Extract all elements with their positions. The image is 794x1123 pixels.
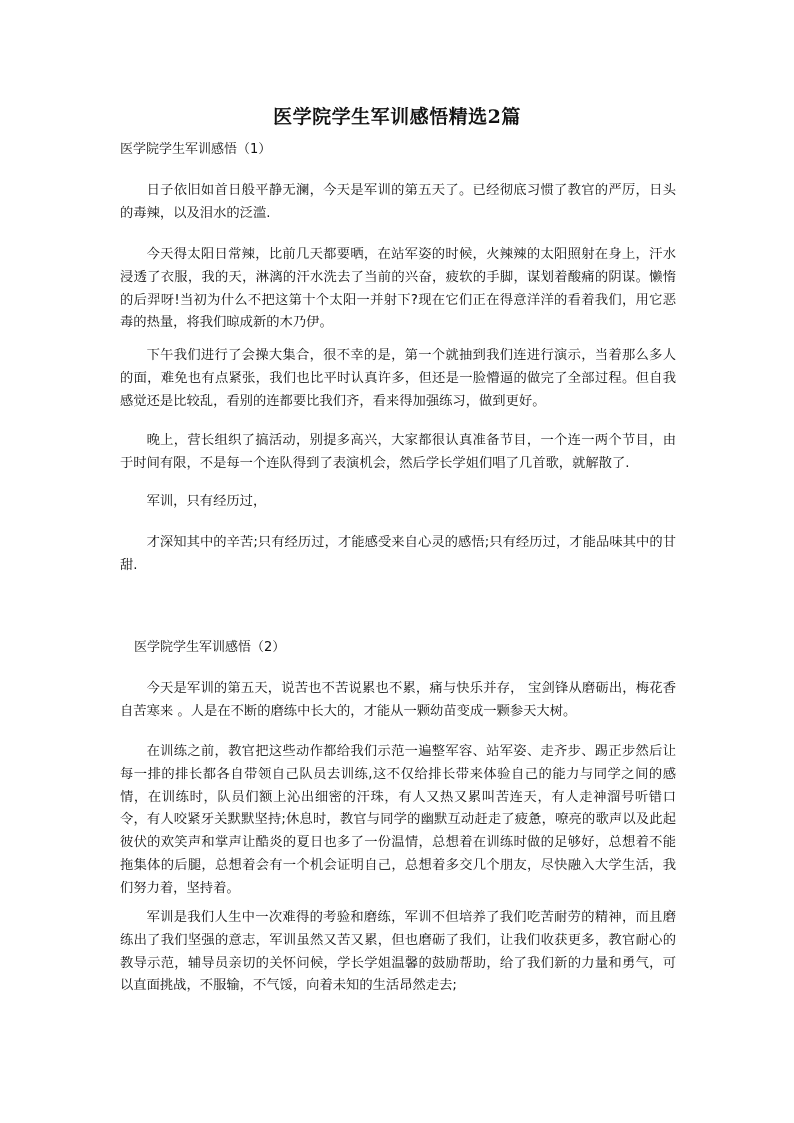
section-1-paragraph-5: 军训，只有经历过， — [146, 494, 267, 509]
section-1-paragraph-2: 今天得太阳日常辣，比前几天都要晒，在站军姿的时候，火辣辣的太阳照射在身上，汗水浸透了衣服，我的天，淋漓的汗水洗去了当前的兴奋，疲软的手脚，谋划着酸痛的阴谋。懒惰的后羿呀!当初为什么不把这第十个太阳一并射下?现在它们正在得意洋洋的看着我们，用它恶毒的热量，将我们晾成新的木乃伊。 — [120, 247, 676, 331]
section-1-paragraph-1: 日子依旧如首日般平静无澜，今天是军训的第五天了。已经彻底习惯了教官的严厉，日头的毒辣，以及泪水的泛滥. — [120, 183, 676, 221]
section-2-paragraph-2: 在训练之前，教官把这些动作都给我们示范一遍整军容、站军姿、走齐步、踢正步然后让每一排的排长都各自带领自己队员去训练,这不仅给排长带来体验自己的能力与同学之间的感情，在训练时，队员们额上沁出细密的汗珠，有人又热又累叫苦连天，有人走神溜号听错口令，有人咬紧牙关默默坚持;休息时，教官与同学的幽默互动赶走了疲惫，嘹亮的歌声以及此起彼伏的欢笑声和掌声让酷炎的夏日也多了一份温情，总想着在训练时做的足够好，总想着不能拖集体的后腿，总想着会有一个机会证明自己，总想着多交几个朋友，尽快融入大学生活，我们努力着，坚持着。 — [120, 744, 676, 896]
section-1-heading: 医学院学生军训感悟（1） — [120, 142, 272, 157]
section-1-paragraph-4: 晚上，营长组织了搞活动，别提多高兴，大家都很认真准备节目，一个连一两个节目，由于时间有限，不是每一个连队得到了表演机会，然后学长学姐们唱了几首歌，就解散了. — [120, 433, 676, 471]
section-1-paragraph-3: 下午我们进行了会操大集合，很不幸的是，第一个就抽到我们连进行演示，当着那么多人的面，难免也有点紧张，我们也比平时认真许多，但还是一脸懵逼的做完了全部过程。但自我感觉还是比较乱，看别的连都要比我们齐，看来得加强练习，做到更好。 — [120, 348, 676, 409]
section-2-paragraph-3: 军训是我们人生中一次难得的考验和磨练，军训不但培养了我们吃苦耐劳的精神，而且磨练出了我们坚强的意志，军训虽然又苦又累，但也磨砺了我们，让我们收获更多，教官耐心的教导示范，辅导员亲切的关怀问候，学长学姐温馨的鼓励帮助，给了我们新的力量和勇气，可以直面挑战，不服输，不气馁，向着未知的生活昂然走去; — [120, 910, 676, 994]
section-2-paragraph-1: 今天是军训的第五天，说苦也不苦说累也不累，痛与快乐并存， 宝剑锋从磨砺出，梅花香自苦寒来 。人是在不断的磨练中长大的，才能从一颗幼苗变成一颗参天大树。 — [120, 681, 676, 719]
document-title: 医学院学生军训感悟精选2篇 — [273, 106, 521, 128]
section-2-heading: 医学院学生军训感悟（2） — [134, 640, 286, 655]
section-1-paragraph-6: 才深知其中的辛苦;只有经历过，才能感受来自心灵的感悟;只有经历过，才能品味其中的甘甜. — [120, 535, 676, 573]
